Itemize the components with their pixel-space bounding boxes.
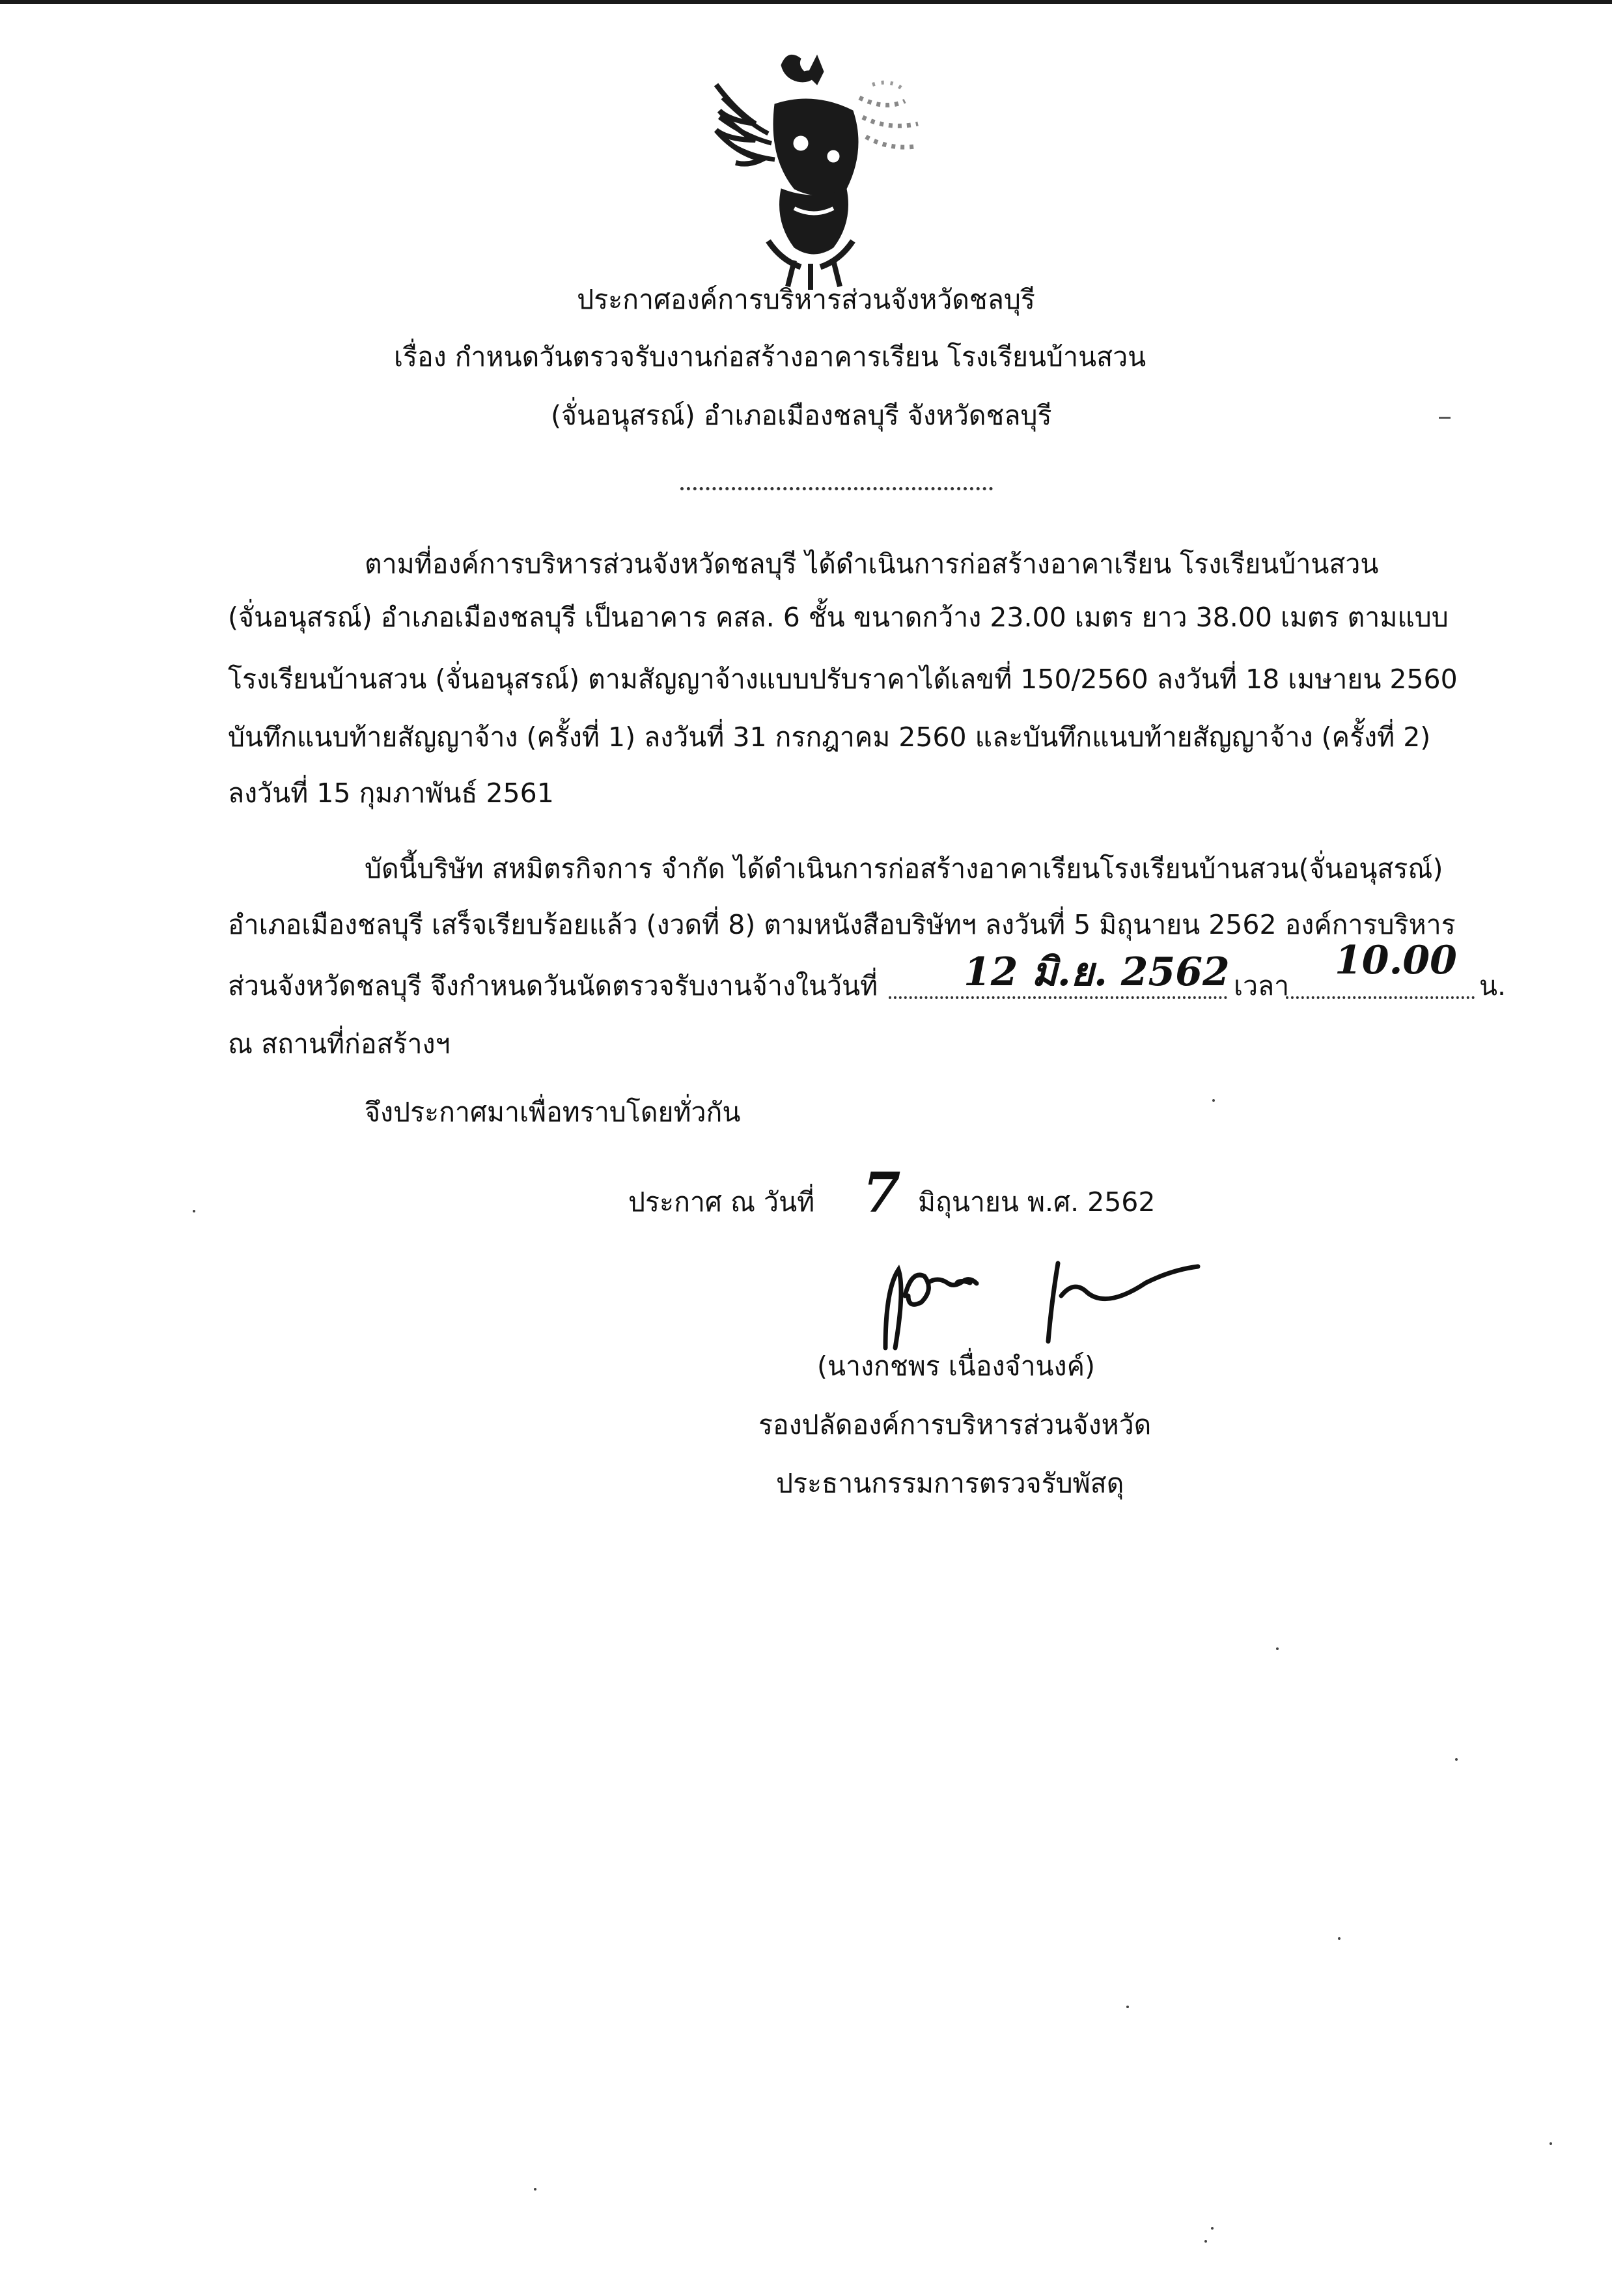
announcement-date-suffix: มิถุนายน พ.ศ. 2562 (918, 1186, 1156, 1218)
subject-line-1: เรื่อง กำหนดวันตรวจรับงานก่อสร้างอาคารเรียน โรงเรียนบ้านสวน (394, 341, 1146, 372)
scan-speck (1126, 2006, 1129, 2008)
scan-speck (1455, 1758, 1458, 1761)
time-label: เวลา (1234, 970, 1290, 1001)
document-title: ประกาศองค์การบริหารส่วนจังหวัดชลบุรี (577, 284, 1035, 315)
paragraph2-line2: อำเภอเมืองชลบุรี เสร็จเรียบร้อยแล้ว (งวดที่ 8) ตามหนังสือบริษัทฯ ลงวันที่ 5 มิถุนายน 2562 องค์การบริหาร (228, 909, 1456, 940)
time-dotted-line (1286, 996, 1475, 999)
time-unit: น. (1479, 970, 1507, 1001)
scan-speck (193, 1210, 195, 1212)
scan-speck (1212, 1099, 1215, 1102)
handwritten-announcement-day: 7 (863, 1160, 901, 1225)
paragraph1-line2: (จั่นอนุสรณ์) อำเภอเมืองชลบุรี เป็นอาคาร คสล. 6 ชั้น ขนาดกว้าง 23.00 เมตร ยาว 38.00 เมตร ตามแบบ (228, 602, 1449, 633)
scan-speck (534, 2188, 536, 2191)
announcement-date-prefix: ประกาศ ณ วันที่ (628, 1186, 815, 1218)
handwritten-inspection-time: 10.00 (1335, 938, 1457, 983)
paragraph2-line1: บัดนี้บริษัท สหมิตรกิจการ จำกัด ได้ดำเนินการก่อสร้างอาคาเรียนโรงเรียนบ้านสวน(จั่นอนุสรณ์) (365, 853, 1443, 884)
handwritten-inspection-date: 12 มิ.ย. 2562 (964, 949, 1230, 995)
paragraph1-line1: ตามที่องค์การบริหารส่วนจังหวัดชลบุรี ได้ดำเนินการก่อสร้างอาคาเรียน โรงเรียนบ้านสวน (365, 548, 1379, 580)
scan-speck (1276, 1647, 1279, 1650)
dotted-separator (680, 487, 993, 490)
subject-line-2: (จั่นอนุสรณ์) อำเภอเมืองชลบุรี จังหวัดชลบุรี (551, 400, 1052, 431)
scan-speck (1338, 1937, 1341, 1940)
closing-announcement: จึงประกาศมาเพื่อทราบโดยทั่วกัน (365, 1097, 741, 1128)
paragraph2-line4: ณ สถานที่ก่อสร้างฯ (228, 1028, 451, 1059)
top-border (0, 0, 1612, 4)
scan-speck (1549, 2142, 1552, 2145)
scan-speck (1211, 2227, 1214, 2230)
signature-mark (866, 1244, 1204, 1361)
stray-dash-mark (1439, 417, 1451, 419)
paragraph1-line4: บันทึกแนบท้ายสัญญาจ้าง (ครั้งที่ 1) ลงวันที่ 31 กรกฎาคม 2560 และบันทึกแนบท้ายสัญญาจ้าง (ครั้งที่ 2) (228, 721, 1431, 753)
paragraph1-line5: ลงวันที่ 15 กุมภาพันธ์ 2561 (228, 777, 554, 809)
signatory-position-2: ประธานกรรมการตรวจรับพัสดุ (776, 1468, 1124, 1499)
garuda-emblem-icon (703, 46, 944, 293)
signatory-position-1: รองปลัดองค์การบริหารส่วนจังหวัด (758, 1409, 1152, 1440)
paragraph1-line3: โรงเรียนบ้านสวน (จั่นอนุสรณ์) ตามสัญญาจ้างแบบปรับราคาได้เลขที่ 150/2560 ลงวันที่ 18 เมษายน 2560 (228, 664, 1458, 695)
paragraph2-line3-prefix: ส่วนจังหวัดชลบุรี จึงกำหนดวันนัดตรวจรับงานจ้างในวันที่ (228, 970, 878, 1001)
scan-speck (1204, 2240, 1207, 2243)
signatory-name: (นางกชพร เนื่องจำนงค์) (817, 1351, 1095, 1382)
